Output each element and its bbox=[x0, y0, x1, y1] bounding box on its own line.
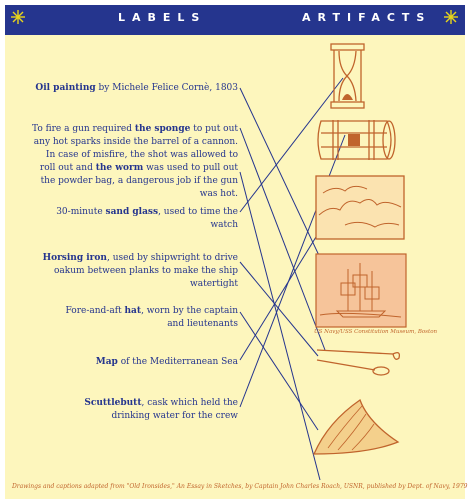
footer-credit: Drawings and captions adapted from "Old Ironsides," An Essay in Sketches, by Captain John Charles Roach, USNR, published by Dept. of Navy, 1979 bbox=[12, 483, 468, 490]
scuttlebutt-cask-image bbox=[315, 115, 400, 165]
fore-and-aft-hat-image bbox=[308, 392, 402, 462]
label-sponge-worm: To fire a gun required the sponge to put out any hot sparks inside the barrel of a cannon. In case of misfire, the shot was allowed to roll out and the worm was used to pull out the powder bag, a dangerous job if the gun was hot. bbox=[32, 124, 238, 199]
sand-glass-image bbox=[325, 42, 370, 110]
label-sand-glass: 30-minute sand glass, used to time the watch bbox=[56, 207, 238, 230]
artifacts-heading: ARTIFACTS bbox=[302, 11, 432, 24]
label-horsing-iron: Horsing iron, used by shipwright to drive oakum between planks to make the ship watertight bbox=[42, 253, 238, 289]
label-scuttlebutt: Scuttlebutt, cask which held the drinking water for the crew bbox=[84, 398, 238, 421]
label-map: Map of the Mediterranean Sea bbox=[95, 357, 238, 367]
labels-heading: LABELS bbox=[118, 11, 207, 24]
label-hat: Fore-and-aft hat, worn by the captain and lieutenants bbox=[65, 306, 238, 329]
mediterranean-map-image bbox=[315, 175, 405, 240]
sponge-worm-image bbox=[315, 340, 405, 378]
oil-painting-image bbox=[315, 253, 407, 328]
painting-credit: US Navy/USS Constitution Museum, Boston bbox=[314, 329, 438, 335]
label-oil-painting: Oil painting by Michele Felice Cornè, 1803 bbox=[35, 83, 238, 93]
